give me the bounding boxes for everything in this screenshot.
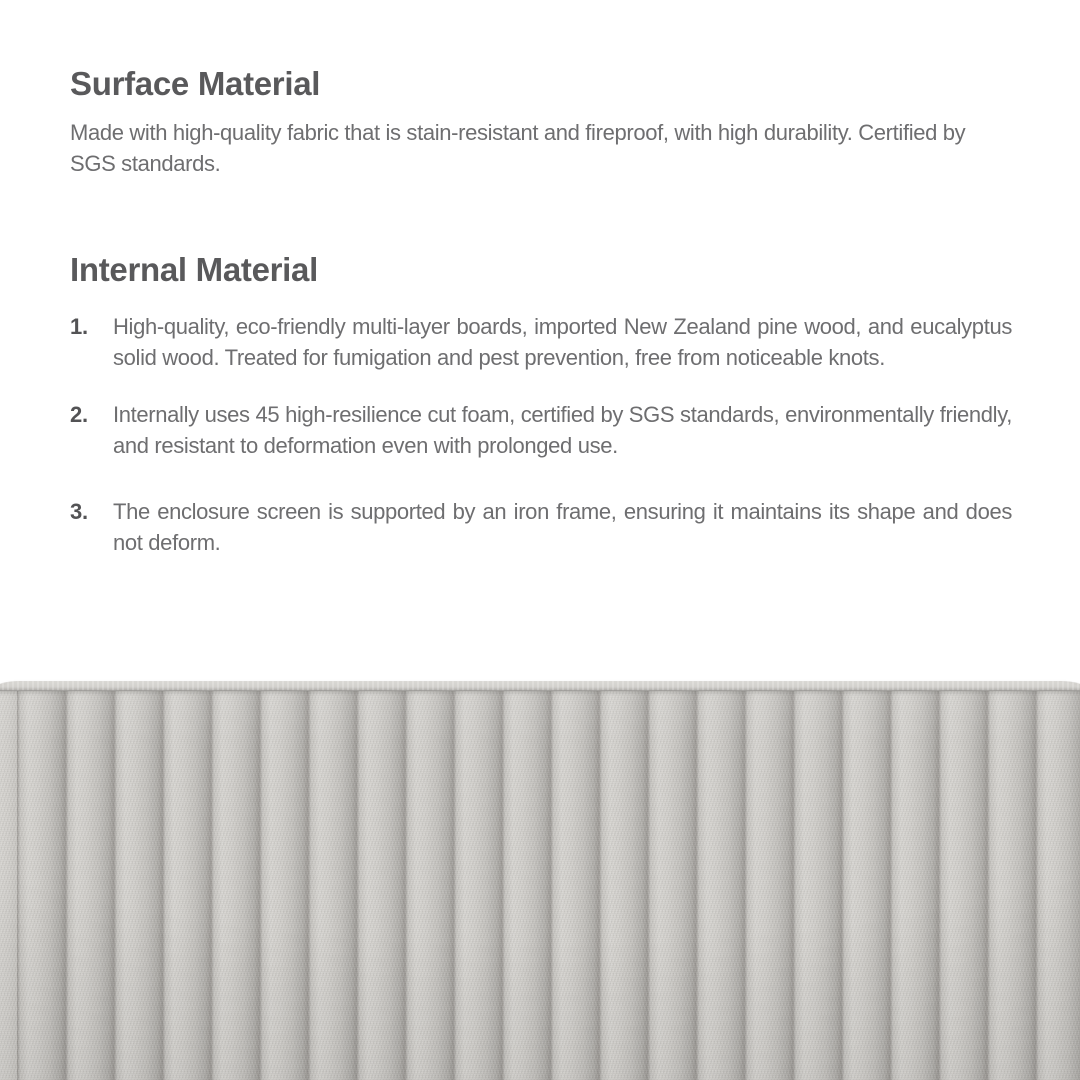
internal-material-heading: Internal Material (70, 251, 318, 288)
list-item (70, 311, 1012, 373)
headboard-photo-shading (0, 681, 1080, 1080)
list-item (70, 496, 1012, 558)
list-item (70, 399, 1012, 461)
list-item-number: 3. (70, 499, 88, 524)
list-item-text: The enclosure screen is supported by an iron frame, ensuring it maintains its shape and does not deform. (113, 499, 1012, 555)
internal-material-list (70, 311, 1012, 558)
headboard-photo (0, 681, 1080, 1080)
list-item-text: Internally uses 45 high-resilience cut foam, certified by SGS standards, environmentally friendly, and resistant to deformation even with prolonged use. (113, 402, 1012, 458)
list-item-text: High-quality, eco-friendly multi-layer boards, imported New Zealand pine wood, and eucalyptus solid wood. Treated for fumigation and pest prevention, free from noticeable knots. (113, 314, 1012, 370)
list-item-number: 2. (70, 402, 88, 427)
surface-material-description: Made with high-quality fabric that is stain-resistant and fireproof, with high durability. Certified by SGS standards. (70, 120, 966, 176)
headboard-top-piping (0, 681, 1080, 691)
list-item-number: 1. (70, 314, 88, 339)
surface-material-heading: Surface Material (70, 65, 321, 102)
